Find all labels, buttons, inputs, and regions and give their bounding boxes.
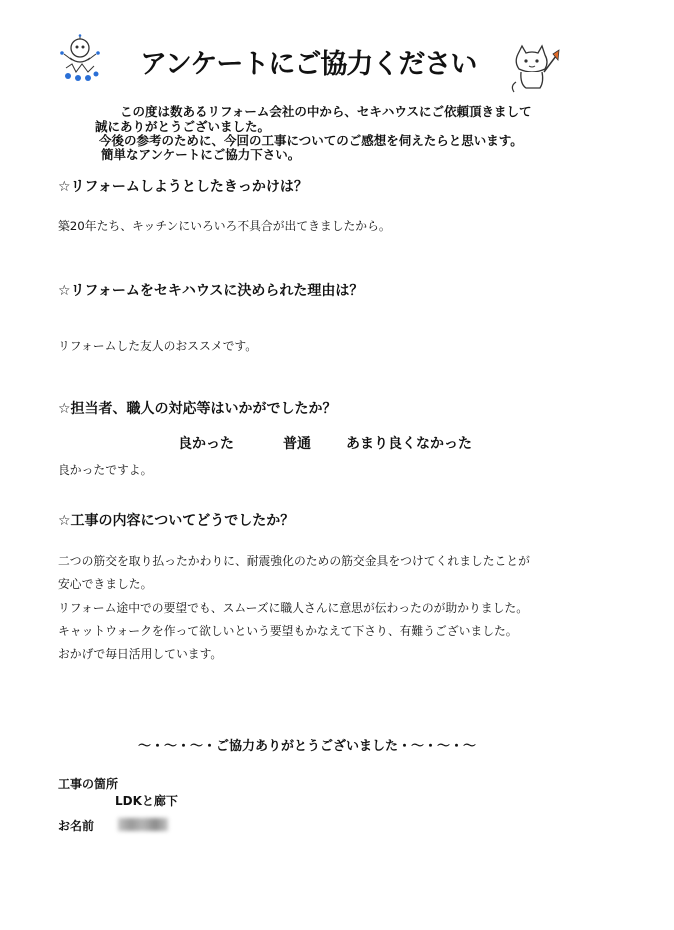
answer-4-line-2: 安心できました。: [58, 577, 153, 591]
intro-line-2: 誠にありがとうございました。: [95, 119, 271, 134]
cat-with-broom-illustration-icon: [508, 42, 560, 94]
name-label: お名前: [58, 819, 95, 833]
answer-4-line-5: おかげで毎日活用しています。: [58, 647, 223, 661]
intro-line-1: この度は数あるリフォーム会社の中から、セキハウスにご依頼頂きまして: [120, 104, 532, 119]
question-1: ☆リフォームしようとしたきっかけは？: [58, 179, 308, 195]
question-2: ☆リフォームをセキハウスに決められた理由は？: [58, 283, 364, 299]
location-value: LDKと廊下: [115, 794, 178, 808]
survey-title: アンケートにご協力ください: [140, 49, 477, 80]
question-4: ☆工事の内容についてどうでしたか？: [58, 513, 295, 529]
answer-3: 良かったですよ。: [58, 463, 153, 477]
option-good: 良かった: [178, 436, 234, 452]
option-average: 普通: [283, 436, 311, 452]
intro-line-4: 簡単なアンケートにご協力下さい。: [101, 147, 301, 162]
robot-illustration-icon: [56, 34, 104, 84]
redacted-name: [118, 818, 168, 831]
answer-4-line-1: 二つの筋交を取り払ったかわりに、耐震強化のための筋交金具をつけてくれましたことが: [58, 554, 530, 568]
thank-you-line: ～・～・～・ご協力ありがとうございました・～・～・～: [138, 739, 477, 754]
answer-2: リフォームした友人のおススメです。: [58, 339, 258, 353]
question-3: ☆担当者、職人の対応等はいかがでしたか？: [58, 401, 337, 417]
intro-line-3: 今後の参考のために、今回の工事についてのご感想を伺えたらと思います。: [99, 133, 523, 148]
answer-1: 築20年たち、キッチンにいろいろ不具合が出てきましたから。: [58, 219, 391, 233]
answer-4-line-3: リフォーム途中での要望でも、スムーズに職人さんに意思が伝わったのが助かりました。: [58, 601, 528, 615]
option-not-good: あまり良くなかった: [346, 436, 472, 452]
location-label: 工事の箇所: [58, 777, 119, 791]
answer-4-line-4: キャットウォークを作って欲しいという要望もかなえて下さり、有難うございました。: [58, 624, 518, 638]
